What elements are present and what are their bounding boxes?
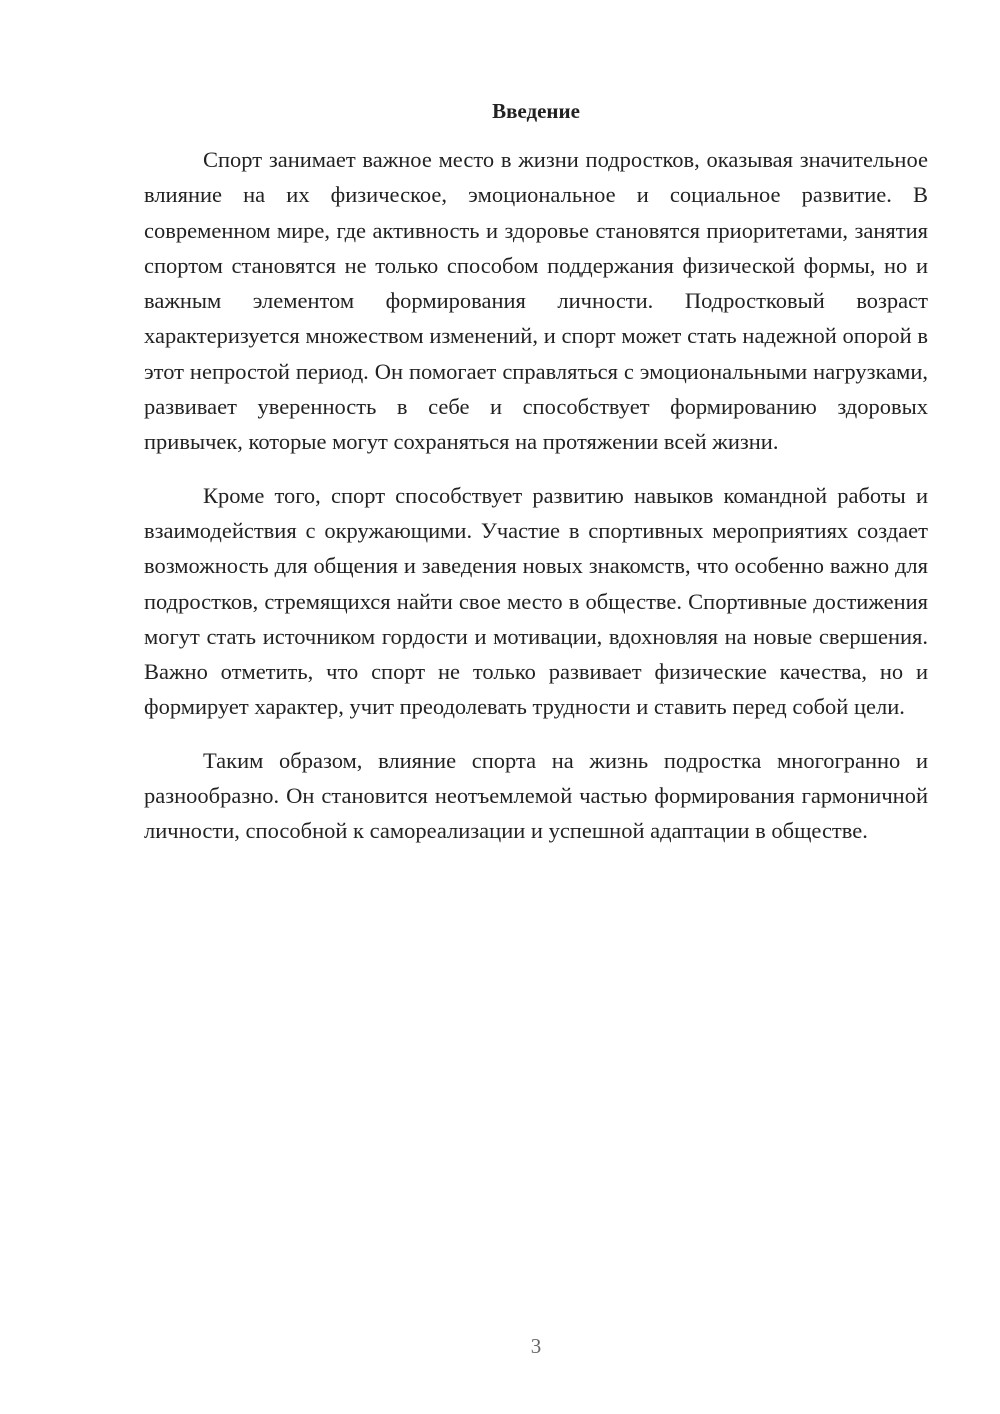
paragraph-1: Спорт занимает важное место в жизни подростков, оказывая значительное влияние на их физическое, эмоциональное и социальное развитие. В современном мире, где активность и здоровье становятся приоритетами, занятия спортом становятся не только способом поддержания физической формы, но и важным элементом формирования личности. Подростковый возраст характеризуется множеством изменений, и спорт может стать надежной опорой в этот непростой период. Он помогает справляться с эмоциональными нагрузками, развивает уверенность в себе и способствует формированию здоровых привычек, которые могут сохраняться на протяжении всей жизни. <box>144 147 928 455</box>
page-number: 3 <box>530 1334 542 1358</box>
paragraph-2: Кроме того, спорт способствует развитию навыков командной работы и взаимодействия с окружающими. Участие в спортивных мероприятиях создает возможность для общения и заведения новых знакомств, что особенно важно для подростков, стремящихся найти свое место в обществе. Спортивные достижения могут стать источником гордости и мотивации, вдохновляя на новые свершения. Важно отметить, что спорт не только развивает физические качества, но и формирует характер, учит преодолевать трудности и ставить перед собой цели. <box>144 482 928 720</box>
body-text <box>144 142 928 867</box>
paragraph-3: Таким образом, влияние спорта на жизнь подростка многогранно и разнообразно. Он становится неотъемлемой частью формирования гармоничной личности, способной к самореализации и успешной адаптации в обществе. <box>144 747 928 844</box>
section-heading: Введение <box>492 99 580 123</box>
